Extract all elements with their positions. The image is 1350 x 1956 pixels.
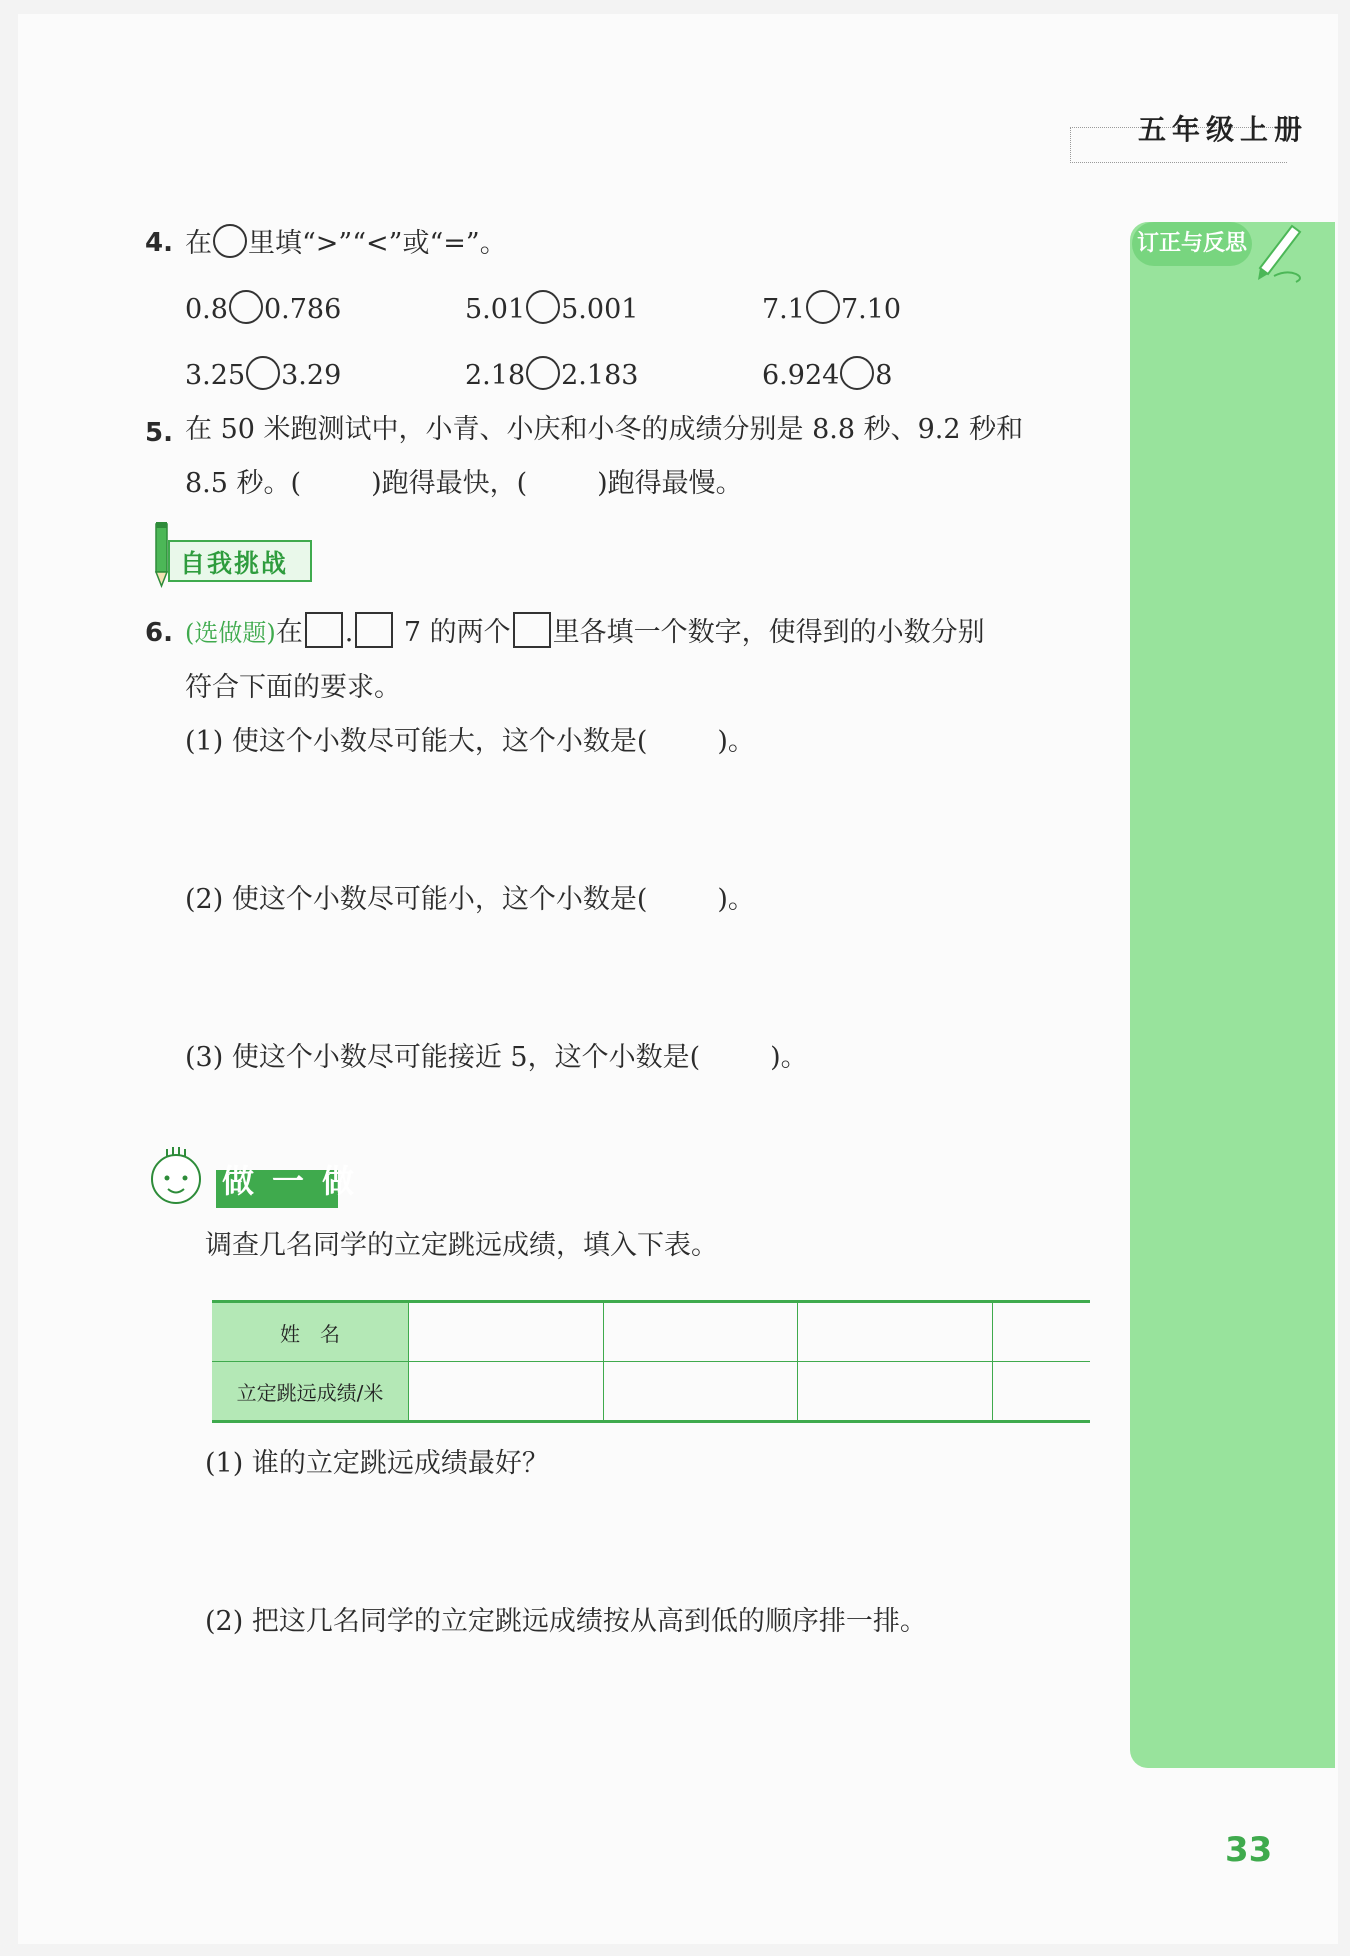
table-cell[interactable]: [409, 1302, 604, 1362]
pair-right: 7.10: [840, 294, 902, 325]
activity-title: 做一做: [222, 1162, 373, 1200]
table-cell[interactable]: [798, 1302, 993, 1362]
pair-left: 7.1: [762, 294, 805, 325]
q5-line2: [185, 468, 743, 500]
pair-left: 0.8: [185, 294, 228, 325]
pair-left: 3.25: [185, 360, 246, 391]
activity-q1: (1) 谁的立定跳远成绩最好？: [205, 1448, 549, 1479]
digit-box[interactable]: [355, 612, 393, 648]
activity-intro: 调查几名同学的立定跳远成绩，填入下表。: [205, 1230, 718, 1261]
q4-pair-6: [762, 356, 892, 392]
q4-pair-1: [185, 290, 341, 326]
q6-sub3: [185, 1042, 808, 1074]
q5-number: 5.: [145, 418, 173, 448]
table-header-name: 姓 名: [212, 1302, 409, 1362]
q6-sub1-text: (1) 使这个小数尽可能大，这个小数是(: [185, 726, 648, 757]
table-cell[interactable]: [603, 1302, 798, 1362]
q6-sub3-text: (3) 使这个小数尽可能接近 5，这个小数是(: [185, 1042, 701, 1073]
pencil-wave-icon: [1252, 216, 1312, 286]
answer-circle[interactable]: [229, 290, 263, 324]
reflection-margin-title: 订正与反思: [1132, 222, 1252, 266]
q6-sub2-text: (2) 使这个小数尽可能小，这个小数是(: [185, 884, 648, 915]
answer-circle[interactable]: [246, 356, 280, 390]
activity-q2: (2) 把这几名同学的立定跳远成绩按从高到低的顺序排一排。: [205, 1606, 927, 1637]
q6-sub1: [185, 726, 755, 758]
self-challenge-title: 自我挑战: [180, 549, 289, 578]
q6-sub2: [185, 884, 755, 916]
pair-right: 5.001: [561, 294, 639, 325]
table-cell[interactable]: [603, 1362, 798, 1422]
q4-pair-5: [465, 356, 638, 392]
table-header-score: 立定跳远成绩/米: [212, 1362, 409, 1422]
q4-number: 4.: [145, 228, 173, 258]
pair-right: 3.29: [281, 360, 342, 391]
answer-circle[interactable]: [840, 356, 874, 390]
q6-number: 6.: [145, 618, 173, 648]
q6-line2: 符合下面的要求。: [185, 672, 401, 703]
q5-text-c: )跑得最慢。: [597, 468, 743, 499]
table-cell[interactable]: [798, 1362, 993, 1422]
q6-text-mid: 7 的两个: [403, 617, 511, 648]
header-grade: 五年级上册: [1138, 113, 1309, 146]
page-number: 33: [1225, 1830, 1273, 1870]
jump-results-table: [212, 1300, 1090, 1423]
pair-left: 6.924: [762, 360, 840, 391]
answer-circle[interactable]: [526, 356, 560, 390]
q5-line1: 在 50 米跑测试中，小青、小庆和小冬的成绩分别是 8.8 秒、9.2 秒和: [185, 414, 1024, 445]
pair-right: 0.786: [263, 294, 342, 325]
q4-pair-2: [465, 290, 638, 326]
q6-text-pre: 在: [275, 617, 303, 648]
q4-pair-4: [185, 356, 341, 392]
answer-circle[interactable]: [806, 290, 840, 324]
table-cell[interactable]: [409, 1362, 604, 1422]
digit-box[interactable]: [305, 612, 343, 648]
q5-text-a: 8.5 秒。(: [185, 468, 302, 499]
pair-right: 8: [875, 360, 893, 391]
reflection-margin-column: [1130, 222, 1335, 1768]
q4-stem: [185, 224, 507, 260]
table-row: [212, 1362, 1090, 1422]
q4-pair-3: [762, 290, 901, 326]
q6-sub3-end: )。: [770, 1042, 808, 1073]
q6-text-post: 里各填一个数字，使得到的小数分别: [552, 617, 985, 648]
q6-sub2-end: )。: [717, 884, 755, 915]
q4-stem-post: 里填“>”“<”或“=”。: [248, 228, 507, 259]
answer-circle[interactable]: [526, 290, 560, 324]
q5-text-b: )跑得最快，(: [371, 468, 528, 499]
q6-optional-tag: (选做题): [185, 619, 276, 647]
circle-icon: [213, 224, 247, 258]
table-row: [212, 1302, 1090, 1362]
table-cell[interactable]: [993, 1362, 1090, 1422]
pair-left: 2.18: [465, 360, 526, 391]
smiling-face-icon: [145, 1145, 207, 1207]
q6-sub1-end: )。: [717, 726, 755, 757]
q6-stem: [185, 612, 985, 649]
box-icon: [513, 612, 551, 648]
pair-left: 5.01: [465, 294, 526, 325]
pair-right: 2.183: [561, 360, 639, 391]
self-challenge-banner: [168, 540, 312, 582]
q4-stem-pre: 在: [185, 228, 212, 259]
q6-decimal-point: .: [344, 617, 354, 648]
table-cell[interactable]: [993, 1302, 1090, 1362]
